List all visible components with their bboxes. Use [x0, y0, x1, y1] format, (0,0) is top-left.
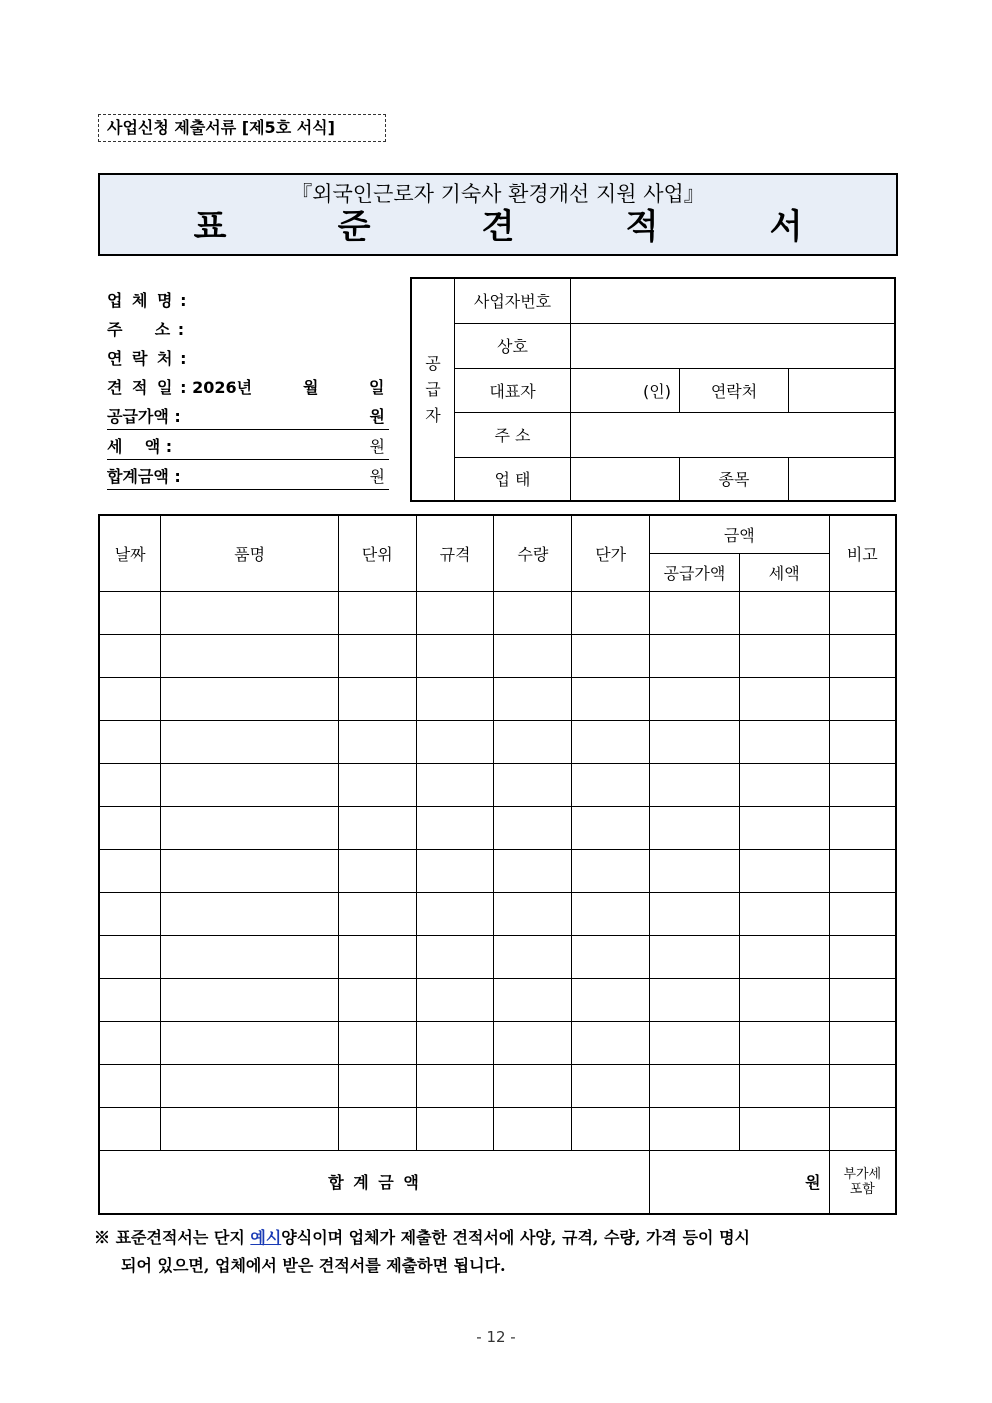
table-cell[interactable] [338, 591, 416, 634]
table-cell[interactable] [572, 1021, 650, 1064]
date-year: 2026년 [192, 378, 253, 397]
colon: : [165, 437, 173, 456]
item-category-label: 종목 [680, 457, 789, 501]
grand-total-won[interactable]: 원 [650, 1150, 830, 1214]
colon: : [180, 349, 187, 368]
items-table [98, 514, 897, 1215]
table-row [99, 763, 896, 806]
note-line1-rest: 양식이며 업체가 제출한 견적서에 사양, 규격, 수량, 가격 등이 명시 [281, 1228, 750, 1247]
table-cell[interactable] [416, 634, 494, 677]
supplier-address-value[interactable] [571, 412, 896, 457]
table-cell[interactable] [572, 978, 650, 1021]
table-cell[interactable] [161, 978, 339, 1021]
table-cell[interactable] [99, 677, 161, 720]
supplier-address-label: 주 소 [455, 412, 571, 457]
table-cell[interactable] [161, 591, 339, 634]
colon: : [174, 407, 181, 426]
date-day: 일 [369, 378, 385, 397]
table-cell[interactable] [416, 591, 494, 634]
table-row [99, 591, 896, 634]
table-cell[interactable] [416, 1021, 494, 1064]
title-char: 견 [481, 207, 515, 247]
supply-label: 공급가액 [107, 407, 169, 426]
table-cell[interactable] [650, 677, 740, 720]
table-cell[interactable] [416, 720, 494, 763]
business-type-label: 업 태 [455, 457, 571, 501]
table-cell[interactable] [494, 677, 572, 720]
table-cell[interactable] [494, 634, 572, 677]
title-main [100, 207, 896, 247]
table-cell[interactable] [829, 720, 896, 763]
table-cell[interactable] [572, 806, 650, 849]
table-cell[interactable] [99, 935, 161, 978]
title-char: 표 [193, 207, 227, 247]
address-row [107, 315, 389, 344]
vat-included-note [829, 1150, 896, 1214]
table-cell[interactable] [650, 634, 740, 677]
table-cell[interactable] [650, 978, 740, 1021]
trade-name-label: 상호 [455, 323, 571, 368]
footnote [94, 1224, 898, 1280]
title-subtitle: 『외국인근로자 기숙사 환경개선 지원 사업』 [291, 182, 705, 206]
table-cell[interactable] [739, 892, 829, 935]
table-cell[interactable] [416, 806, 494, 849]
total-row [107, 462, 389, 490]
table-cell[interactable] [161, 935, 339, 978]
rep-seal: (인) [571, 368, 680, 412]
table-cell[interactable] [161, 763, 339, 806]
table-cell[interactable] [338, 677, 416, 720]
table-cell[interactable] [338, 720, 416, 763]
supply-amount-row [107, 402, 389, 430]
table-cell[interactable] [99, 1021, 161, 1064]
table-cell[interactable] [338, 806, 416, 849]
table-cell[interactable] [829, 849, 896, 892]
table-cell[interactable] [650, 763, 740, 806]
table-cell[interactable] [572, 892, 650, 935]
vat-note-line2: 포함 [849, 1181, 875, 1197]
table-cell[interactable] [739, 978, 829, 1021]
table-cell[interactable] [338, 978, 416, 1021]
table-cell[interactable] [572, 935, 650, 978]
table-cell[interactable] [494, 1064, 572, 1107]
side-char: 급 [425, 379, 441, 399]
table-cell[interactable] [494, 892, 572, 935]
table-cell[interactable] [739, 763, 829, 806]
rep-label: 대표자 [455, 368, 571, 412]
table-cell[interactable] [494, 935, 572, 978]
table-cell[interactable] [416, 763, 494, 806]
date-label: 견 적 일 [107, 378, 175, 397]
table-cell[interactable] [99, 806, 161, 849]
table-cell[interactable] [739, 849, 829, 892]
table-cell[interactable] [416, 935, 494, 978]
table-cell[interactable] [829, 978, 896, 1021]
biz-no-value[interactable] [571, 278, 896, 323]
business-type-value[interactable] [571, 457, 680, 501]
table-cell[interactable] [161, 849, 339, 892]
table-cell[interactable] [650, 720, 740, 763]
side-char: 공 [425, 353, 441, 373]
table-cell[interactable] [572, 720, 650, 763]
table-cell[interactable] [416, 892, 494, 935]
table-cell[interactable] [416, 849, 494, 892]
table-cell[interactable] [739, 1107, 829, 1150]
header-date: 날짜 [99, 515, 161, 591]
table-cell[interactable] [161, 1021, 339, 1064]
table-cell[interactable] [572, 849, 650, 892]
table-row [99, 978, 896, 1021]
table-cell[interactable] [161, 720, 339, 763]
table-row [99, 849, 896, 892]
table-cell[interactable] [572, 763, 650, 806]
table-cell[interactable] [161, 1064, 339, 1107]
title-box [98, 173, 898, 256]
table-cell[interactable] [99, 849, 161, 892]
table-cell[interactable] [829, 1021, 896, 1064]
table-cell[interactable] [829, 892, 896, 935]
table-cell[interactable] [829, 806, 896, 849]
table-cell[interactable] [99, 892, 161, 935]
table-row [99, 935, 896, 978]
table-cell[interactable] [650, 806, 740, 849]
recipient-info [107, 286, 389, 492]
company-label: 업 체 명 [107, 291, 175, 310]
table-cell[interactable] [494, 720, 572, 763]
item-category-value[interactable] [789, 457, 896, 501]
supplier-table [410, 277, 896, 502]
title-char: 준 [337, 207, 371, 247]
table-cell[interactable] [99, 634, 161, 677]
note-prefix: ※ 표준견적서는 단지 [94, 1228, 251, 1247]
vat-note-line1: 부가세 [843, 1166, 882, 1182]
table-cell[interactable] [739, 720, 829, 763]
table-cell[interactable] [650, 1107, 740, 1150]
header-spec: 규격 [416, 515, 494, 591]
table-cell[interactable] [739, 591, 829, 634]
table-cell[interactable] [572, 1107, 650, 1150]
title-char: 적 [625, 207, 659, 247]
colon: : [180, 378, 187, 397]
table-cell[interactable] [650, 1021, 740, 1064]
table-cell[interactable] [416, 1107, 494, 1150]
table-cell[interactable] [161, 892, 339, 935]
page-number: - 12 - [476, 1328, 516, 1346]
table-cell[interactable] [99, 1064, 161, 1107]
table-cell[interactable] [739, 935, 829, 978]
table-cell[interactable] [494, 1021, 572, 1064]
table-cell[interactable] [650, 591, 740, 634]
header-remarks: 비고 [829, 515, 896, 591]
table-cell[interactable] [161, 634, 339, 677]
tax-label: 세 액 [107, 437, 161, 456]
header-item-name: 품명 [161, 515, 339, 591]
table-cell[interactable] [494, 978, 572, 1021]
table-cell[interactable] [99, 978, 161, 1021]
table-cell[interactable] [338, 1107, 416, 1150]
table-cell[interactable] [99, 720, 161, 763]
table-cell[interactable] [338, 634, 416, 677]
contact-label: 연 락 처 [107, 349, 175, 368]
table-cell[interactable] [650, 1064, 740, 1107]
table-cell[interactable] [99, 1107, 161, 1150]
supplier-contact-value[interactable] [789, 368, 896, 412]
table-cell[interactable] [416, 1064, 494, 1107]
table-cell[interactable] [829, 677, 896, 720]
table-row [99, 892, 896, 935]
biz-no-label: 사업자번호 [455, 278, 571, 323]
table-row [99, 1064, 896, 1107]
table-cell[interactable] [572, 634, 650, 677]
table-cell[interactable] [99, 591, 161, 634]
table-cell[interactable] [99, 763, 161, 806]
table-cell[interactable] [572, 591, 650, 634]
table-cell[interactable] [494, 763, 572, 806]
table-cell[interactable] [494, 806, 572, 849]
table-cell[interactable] [829, 591, 896, 634]
table-cell[interactable] [829, 634, 896, 677]
table-cell[interactable] [338, 1064, 416, 1107]
table-cell[interactable] [161, 806, 339, 849]
supplier-side-label [411, 278, 455, 501]
company-row [107, 286, 389, 315]
header-unit-price: 단가 [572, 515, 650, 591]
trade-name-value[interactable] [571, 323, 896, 368]
header-qty: 수량 [494, 515, 572, 591]
header-supply-amount: 공급가액 [650, 553, 740, 591]
contact-row [107, 344, 389, 373]
table-row [99, 634, 896, 677]
header-tax: 세액 [739, 553, 829, 591]
table-cell[interactable] [416, 677, 494, 720]
table-cell[interactable] [829, 935, 896, 978]
table-cell[interactable] [650, 935, 740, 978]
total-label: 합계금액 [107, 467, 169, 486]
table-cell[interactable] [338, 935, 416, 978]
table-cell[interactable] [829, 1107, 896, 1150]
note-highlight: 예시 [250, 1228, 282, 1247]
won-unit: 원 [369, 467, 385, 486]
table-row [99, 677, 896, 720]
colon: : [180, 291, 187, 310]
table-cell[interactable] [338, 849, 416, 892]
table-cell[interactable] [739, 1021, 829, 1064]
title-char: 서 [769, 207, 803, 247]
won-unit: 원 [369, 407, 385, 426]
table-row [99, 720, 896, 763]
table-cell[interactable] [572, 677, 650, 720]
table-cell[interactable] [829, 763, 896, 806]
table-row [99, 806, 896, 849]
table-cell[interactable] [739, 1064, 829, 1107]
colon: : [174, 467, 181, 486]
table-cell[interactable] [338, 763, 416, 806]
date-row [107, 373, 389, 402]
won-unit: 원 [369, 437, 385, 456]
table-cell[interactable] [161, 677, 339, 720]
table-row [99, 1107, 896, 1150]
supplier-contact-label: 연락처 [680, 368, 789, 412]
table-cell[interactable] [650, 892, 740, 935]
table-row [99, 1021, 896, 1064]
table-cell[interactable] [338, 1021, 416, 1064]
tax-row [107, 432, 389, 460]
total-row [99, 1150, 896, 1214]
table-cell[interactable] [494, 591, 572, 634]
table-cell[interactable] [572, 1064, 650, 1107]
table-cell[interactable] [494, 1107, 572, 1150]
address-label: 주 소 [107, 320, 173, 339]
table-cell[interactable] [650, 849, 740, 892]
table-cell[interactable] [739, 677, 829, 720]
colon: : [177, 320, 185, 339]
table-cell[interactable] [494, 849, 572, 892]
table-cell[interactable] [416, 978, 494, 1021]
grand-total-label: 합 계 금 액 [99, 1150, 650, 1214]
date-month: 월 [303, 378, 319, 397]
table-cell[interactable] [338, 892, 416, 935]
header-amount: 금액 [650, 515, 830, 553]
header-unit: 단위 [338, 515, 416, 591]
table-cell[interactable] [161, 1107, 339, 1150]
table-cell[interactable] [829, 1064, 896, 1107]
table-cell[interactable] [739, 634, 829, 677]
side-char: 자 [425, 405, 441, 425]
table-cell[interactable] [739, 806, 829, 849]
note-line2: 되어 있으면, 업체에서 받은 견적서를 제출하면 됩니다. [121, 1256, 506, 1275]
form-tag: 사업신청 제출서류 [제5호 서식] [98, 114, 386, 142]
